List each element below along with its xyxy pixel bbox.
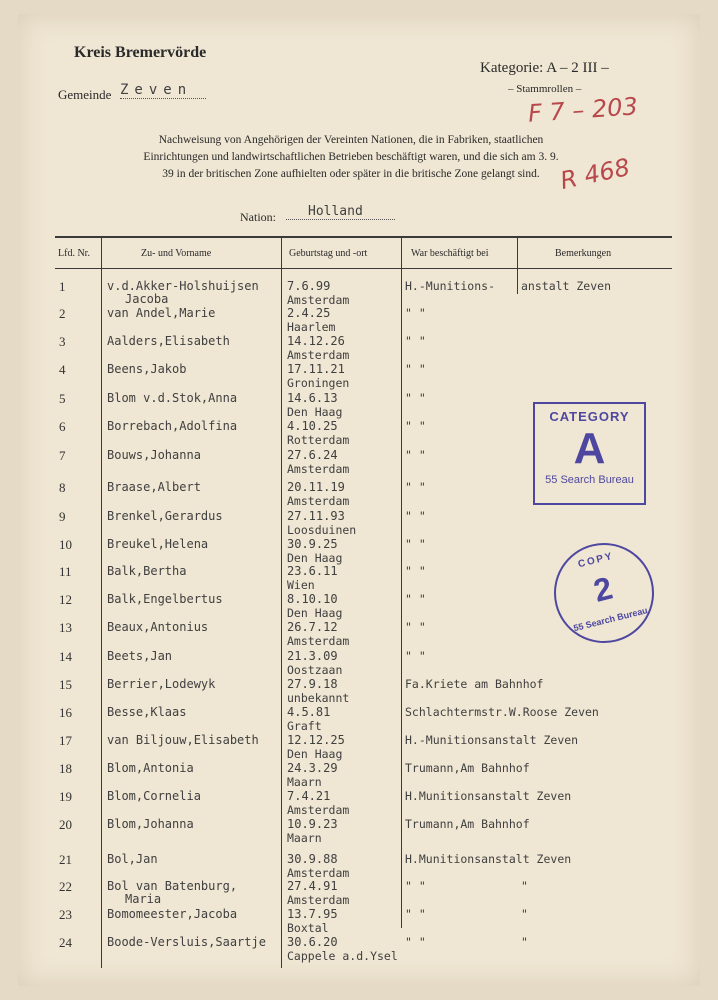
table-row xyxy=(55,509,672,537)
row-number: 10 xyxy=(59,537,72,552)
birth-place: Amsterdam xyxy=(287,803,350,817)
employer: Trumann,Am Bahnhof xyxy=(405,761,530,775)
employer: " " xyxy=(405,306,426,320)
birth-date: 27.4.91 xyxy=(287,879,338,893)
column-divider xyxy=(401,236,402,928)
row-number: 9 xyxy=(59,509,66,524)
birth-date: 17.11.21 xyxy=(287,362,345,376)
header-remarks: Bemerkungen xyxy=(555,248,612,259)
birth-place: Graft xyxy=(287,719,322,733)
person-name: Blom,Cornelia xyxy=(107,789,201,803)
row-number: 11 xyxy=(59,564,72,579)
row-number: 23 xyxy=(59,907,72,922)
table-row xyxy=(55,907,672,935)
birth-date: 30.9.25 xyxy=(287,537,338,551)
birth-place: Maarn xyxy=(287,775,322,789)
row-number: 16 xyxy=(59,705,72,720)
category-stamp-bureau: 55 Search Bureau xyxy=(545,474,634,486)
birth-date: 21.3.09 xyxy=(287,649,338,663)
person-name: Bomomeester,Jacoba xyxy=(107,907,238,921)
row-number: 6 xyxy=(59,419,66,434)
category-stamp-letter: A xyxy=(573,424,606,473)
birth-date: 27.6.24 xyxy=(287,448,338,462)
column-divider xyxy=(101,236,102,968)
employer: " " xyxy=(405,907,426,921)
header-nr: Lfd. Nr. xyxy=(58,248,90,259)
person-name: Bouws,Johanna xyxy=(107,448,201,462)
person-name: Brenkel,Gerardus xyxy=(107,509,223,523)
header-birth: Geburtstag und -ort xyxy=(289,248,368,259)
birth-date: 10.9.23 xyxy=(287,817,338,831)
table-row xyxy=(55,279,672,307)
employer: Fa.Kriete am Bahnhof xyxy=(405,677,544,691)
birth-place: unbekannt xyxy=(287,691,350,705)
table-row xyxy=(55,733,672,761)
handwritten-reference-1: F 7 – 203 xyxy=(527,92,639,128)
row-number: 3 xyxy=(59,334,66,349)
birth-date: 7.6.99 xyxy=(287,279,331,293)
person-name: Beens,Jakob xyxy=(107,362,187,376)
municipality-value: Zeven xyxy=(120,82,206,99)
person-name: Beaux,Antonius xyxy=(107,620,209,634)
employer: " " xyxy=(405,537,426,551)
employer: " " xyxy=(405,391,426,405)
person-name: Breukel,Helena xyxy=(107,537,209,551)
table-top-rule xyxy=(55,236,672,238)
employer: " " xyxy=(405,362,426,376)
row-number: 22 xyxy=(59,879,72,894)
row-number: 2 xyxy=(59,306,66,321)
birth-date: 13.7.95 xyxy=(287,907,338,921)
birth-date: 26.7.12 xyxy=(287,620,338,634)
birth-place: Boxtal xyxy=(287,921,329,935)
table-header-rule xyxy=(55,268,672,269)
row-number: 18 xyxy=(59,761,72,776)
person-name: Boode-Versluis,Saartje xyxy=(107,935,266,949)
table-row xyxy=(55,817,672,845)
copy-stamp-bureau: 55 Search Bureau xyxy=(572,605,649,634)
birth-date: 24.3.29 xyxy=(287,761,338,775)
person-name: Balk,Engelbertus xyxy=(107,592,223,606)
person-name-continued: Jacoba xyxy=(125,292,169,306)
category-stamp xyxy=(533,402,646,505)
nation-value: Holland xyxy=(286,204,395,220)
employer: H.Munitionsanstalt Zeven xyxy=(405,852,572,866)
row-number: 1 xyxy=(59,279,66,294)
handwritten-reference-2: R 468 xyxy=(557,153,633,195)
birth-date: 30.6.20 xyxy=(287,935,338,949)
birth-date: 14.12.26 xyxy=(287,334,345,348)
table-row xyxy=(55,306,672,334)
column-divider xyxy=(281,236,282,968)
birth-place: Groningen xyxy=(287,376,350,390)
birth-place: Den Haag xyxy=(287,606,343,620)
row-number: 7 xyxy=(59,448,66,463)
employer: " " xyxy=(405,448,426,462)
employer: " " xyxy=(405,935,426,949)
birth-place: Den Haag xyxy=(287,551,343,565)
person-name: Braase,Albert xyxy=(107,480,201,494)
person-name: Blom,Johanna xyxy=(107,817,194,831)
birth-date: 8.10.10 xyxy=(287,592,338,606)
remark: " xyxy=(521,907,528,921)
person-name: Berrier,Lodewyk xyxy=(107,677,216,691)
employer: " " xyxy=(405,879,426,893)
table-row xyxy=(55,334,672,362)
copy-stamp-title: COPY xyxy=(576,550,615,571)
employer: H.Munitionsanstalt Zeven xyxy=(405,789,572,803)
person-name: van Biljouw,Elisabeth xyxy=(107,733,259,747)
employer: " " xyxy=(405,592,426,606)
person-name: Bol,Jan xyxy=(107,852,158,866)
birth-place: Rotterdam xyxy=(287,433,350,447)
birth-place: Haarlem xyxy=(287,320,336,334)
birth-place: Maarn xyxy=(287,831,322,845)
birth-date: 4.5.81 xyxy=(287,705,331,719)
employer: " " xyxy=(405,480,426,494)
birth-place: Den Haag xyxy=(287,747,343,761)
remark: " xyxy=(521,879,528,893)
birth-date: 7.4.21 xyxy=(287,789,331,803)
birth-place: Amsterdam xyxy=(287,866,350,880)
person-name: van Andel,Marie xyxy=(107,306,216,320)
birth-date: 4.10.25 xyxy=(287,419,338,433)
category-stamp-title: CATEGORY xyxy=(549,409,630,424)
row-number: 20 xyxy=(59,817,72,832)
birth-place: Amsterdam xyxy=(287,348,350,362)
birth-date: 27.11.93 xyxy=(287,509,345,523)
row-number: 15 xyxy=(59,677,72,692)
table-row xyxy=(55,789,672,817)
district-title: Kreis Bremervörde xyxy=(74,44,207,61)
person-name-continued: Maria xyxy=(125,892,162,906)
birth-place: Amsterdam xyxy=(287,893,350,907)
birth-date: 23.6.11 xyxy=(287,564,338,578)
person-name: Aalders,Elisabeth xyxy=(107,334,230,348)
row-number: 19 xyxy=(59,789,72,804)
row-number: 5 xyxy=(59,391,66,406)
employer: " " xyxy=(405,649,426,663)
table-row xyxy=(55,677,672,705)
birth-place: Cappele a.d.Ysel xyxy=(287,949,398,963)
birth-place: Amsterdam xyxy=(287,462,350,476)
employer: " " xyxy=(405,334,426,348)
column-divider xyxy=(517,236,518,294)
row-number: 24 xyxy=(59,935,72,950)
row-number: 21 xyxy=(59,852,72,867)
person-name: v.d.Akker-Holshuijsen xyxy=(107,279,259,293)
person-name: Blom v.d.Stok,Anna xyxy=(107,391,238,405)
birth-date: 27.9.18 xyxy=(287,677,338,691)
birth-place: Amsterdam xyxy=(287,494,350,508)
table-row xyxy=(55,705,672,733)
table-row xyxy=(55,879,672,907)
row-number: 8 xyxy=(59,480,66,495)
birth-date: 12.12.25 xyxy=(287,733,345,747)
row-number: 4 xyxy=(59,362,66,377)
employer: Trumann,Am Bahnhof xyxy=(405,817,530,831)
birth-place: Amsterdam xyxy=(287,634,350,648)
birth-date: 30.9.88 xyxy=(287,852,338,866)
birth-place: Amsterdam xyxy=(287,293,350,307)
nation-label: Nation: xyxy=(240,210,276,224)
employer: " " xyxy=(405,564,426,578)
birth-date: 2.4.25 xyxy=(287,306,331,320)
birth-place: Wien xyxy=(287,578,315,592)
employer: " " xyxy=(405,620,426,634)
intro-paragraph: Nachweisung von Angehörigen der Vereinten Nationen, die in Fabriken, staatlichen Einrichtungen und landwirtschaftlichen Betrieben beschäftigt waren, und die sich am 3. 9. 39 in der britischen Zone aufhielten oder später in die britische Zone gelangt sind. xyxy=(143,134,559,180)
table-row xyxy=(55,935,672,963)
table-row xyxy=(55,761,672,789)
row-number: 12 xyxy=(59,592,72,607)
person-name: Beets,Jan xyxy=(107,649,173,663)
table-row xyxy=(55,649,672,677)
row-number: 17 xyxy=(59,733,72,748)
birth-date: 20.11.19 xyxy=(287,480,345,494)
row-number: 14 xyxy=(59,649,72,664)
category-label: Kategorie: A – 2 III – xyxy=(480,60,609,76)
table-row xyxy=(55,362,672,390)
remark: " xyxy=(521,935,528,949)
remark: anstalt Zeven xyxy=(521,279,612,293)
municipality-label: Gemeinde xyxy=(58,87,112,102)
row-number: 13 xyxy=(59,620,72,635)
employer: " " xyxy=(405,419,426,433)
person-name: Bol van Batenburg, xyxy=(107,879,238,893)
header-name: Zu- und Vorname xyxy=(141,248,212,259)
birth-place: Loosduinen xyxy=(287,523,357,537)
table-row xyxy=(55,852,672,880)
birth-place: Den Haag xyxy=(287,405,343,419)
stammrollen-label: – Stammrollen – xyxy=(508,83,582,95)
header-work: War beschäftigt bei xyxy=(411,248,489,259)
birth-place: Oostzaan xyxy=(287,663,343,677)
person-name: Blom,Antonia xyxy=(107,761,194,775)
copy-stamp-number: 2 xyxy=(590,569,617,609)
employer: Schlachtermstr.W.Roose Zeven xyxy=(405,705,599,719)
person-name: Balk,Bertha xyxy=(107,564,187,578)
birth-date: 14.6.13 xyxy=(287,391,338,405)
person-name: Besse,Klaas xyxy=(107,705,187,719)
employer: " " xyxy=(405,509,426,523)
employer: H.-Munitions- xyxy=(405,279,496,293)
employer: H.-Munitionsanstalt Zeven xyxy=(405,733,579,747)
person-name: Borrebach,Adolfina xyxy=(107,419,238,433)
